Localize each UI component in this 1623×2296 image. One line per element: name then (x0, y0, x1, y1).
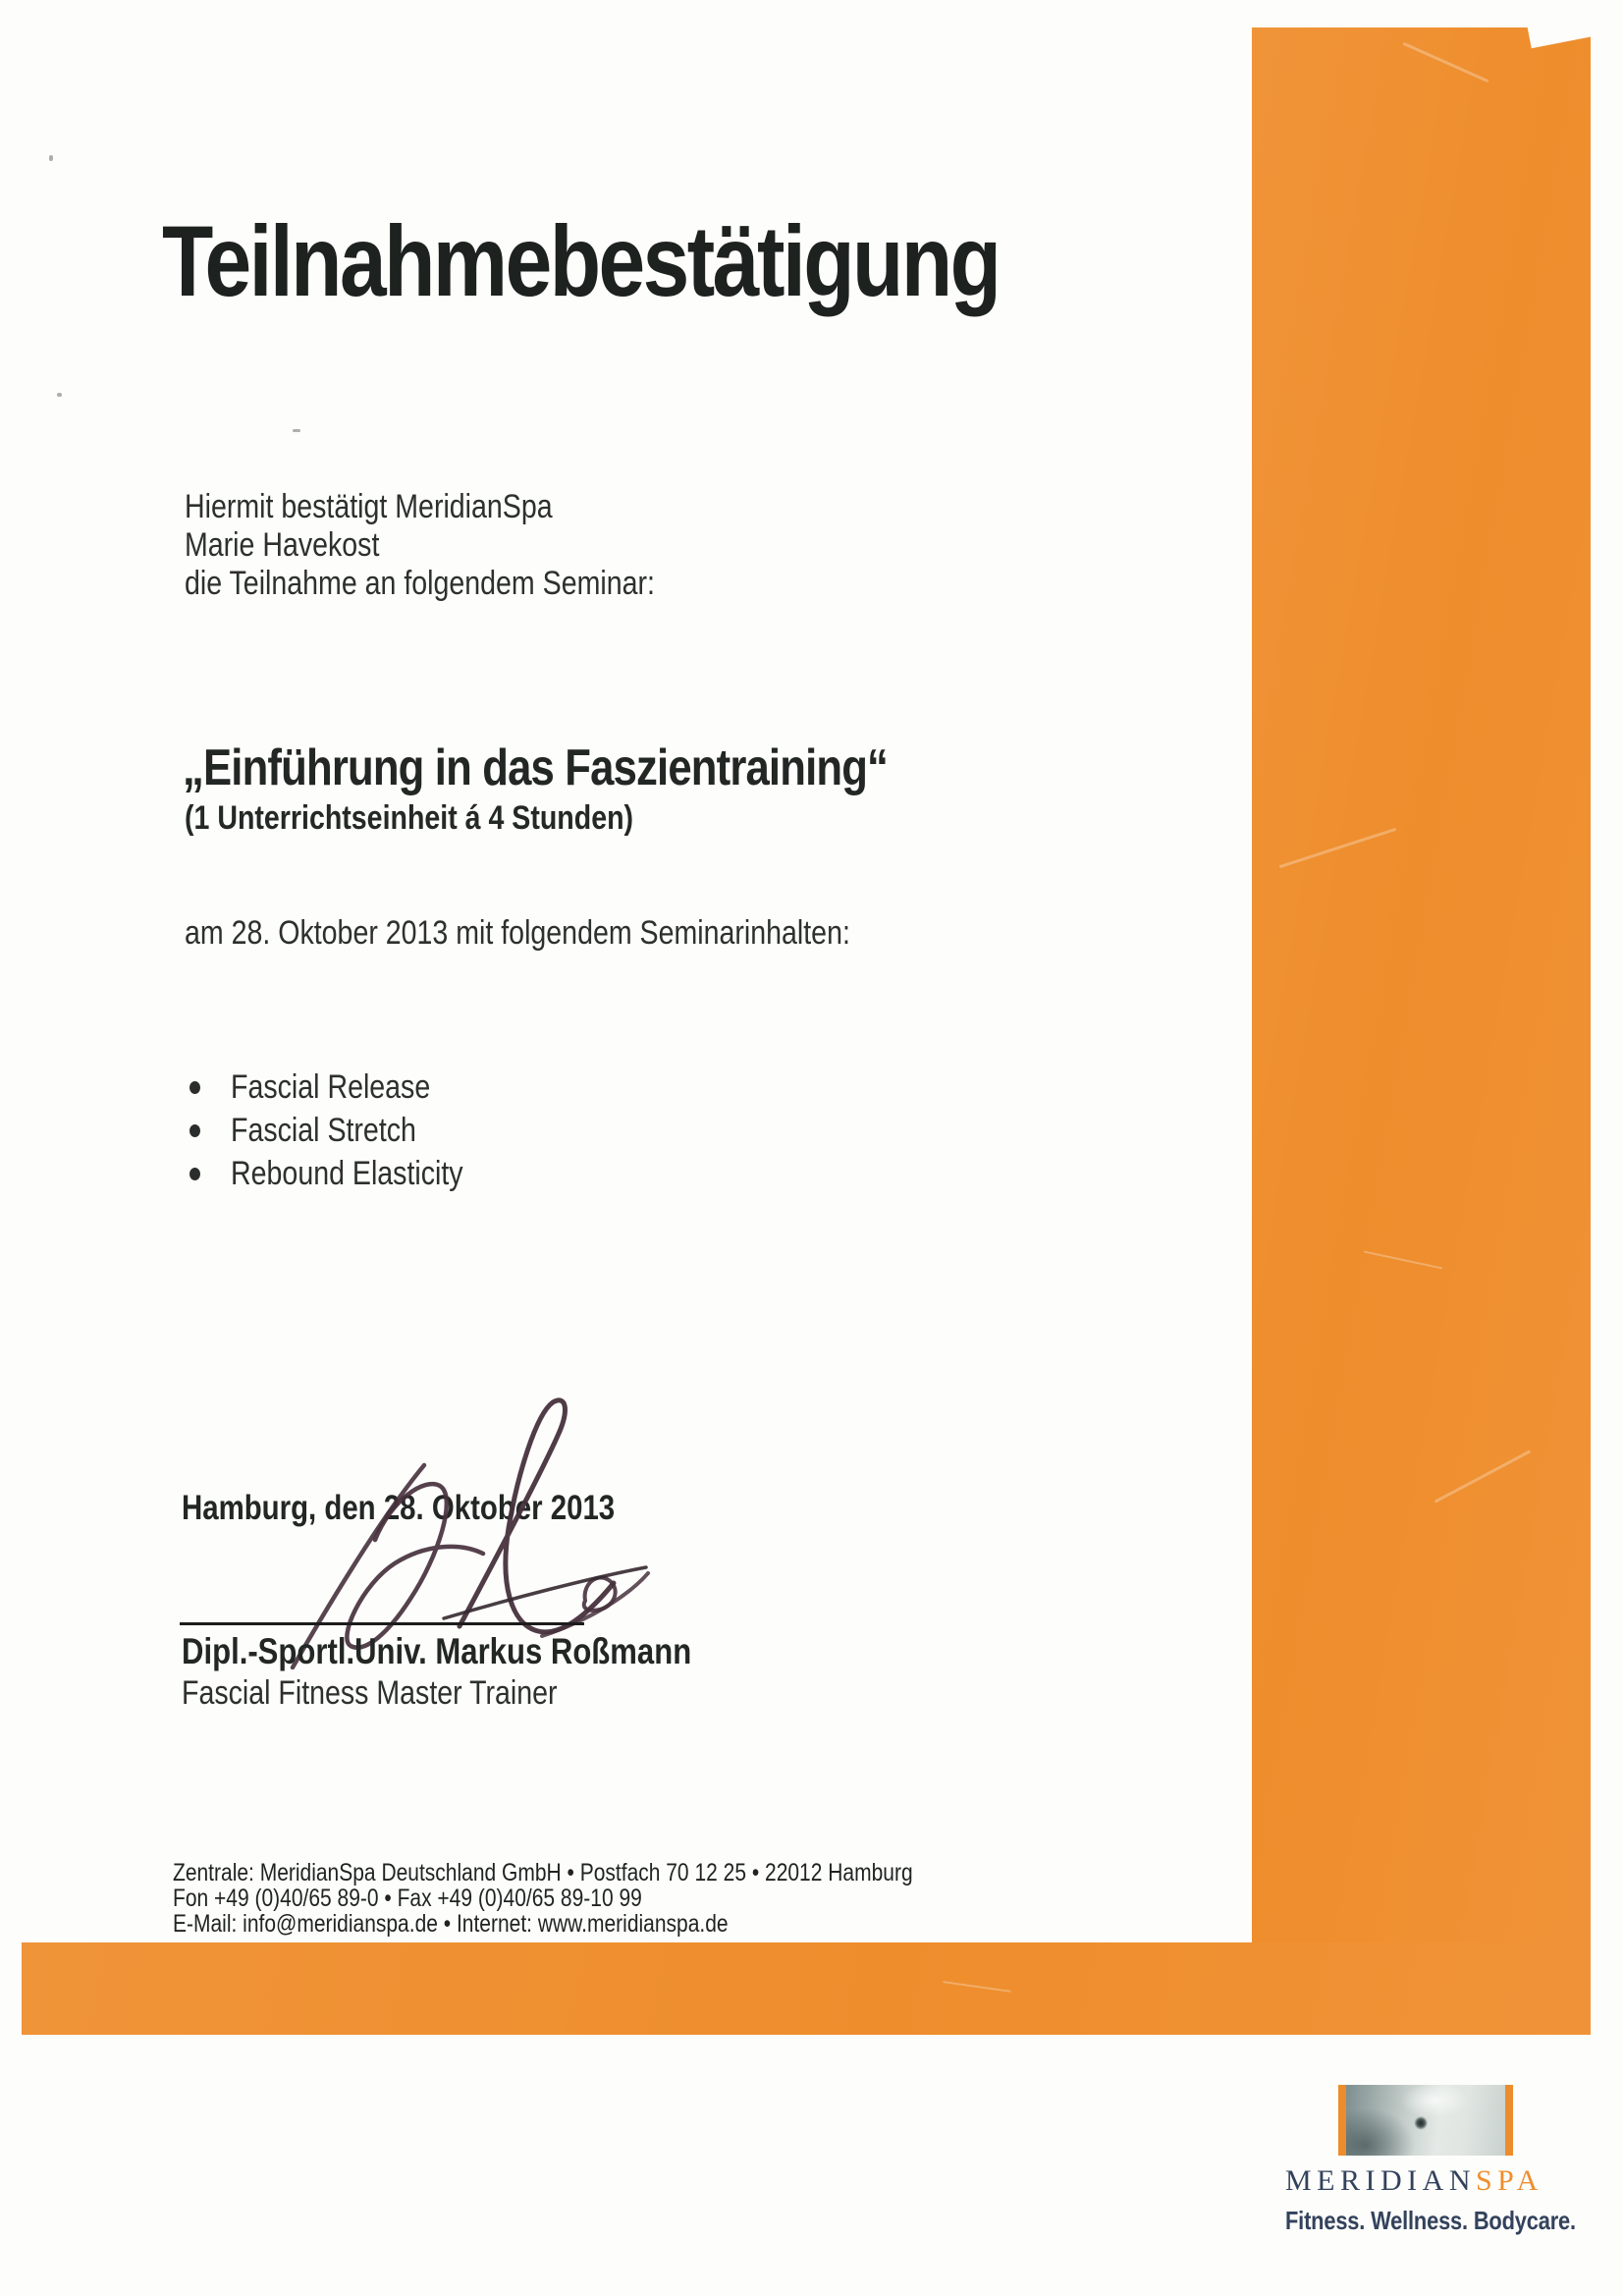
footer-contact-block (173, 1860, 913, 1937)
list-item (185, 1109, 463, 1152)
page-title: Teilnahmebestätigung (162, 205, 1000, 317)
logo-orange-bar-left (1338, 2085, 1346, 2156)
intro-line-3: die Teilnahme an folgendem Seminar: (185, 565, 655, 602)
list-item-label: Fascial Stretch (231, 1111, 416, 1149)
belly-image (1346, 2085, 1505, 2156)
intro-line-1: Hiermit bestätigt MeridianSpa (185, 488, 553, 525)
seminar-title: „Einführung in das Faszientraining“ (183, 739, 889, 796)
signatory-role: Fascial Fitness Master Trainer (182, 1674, 558, 1712)
bullet-icon (189, 1081, 200, 1094)
logo-wordmark-spa: SPA (1476, 2164, 1543, 2197)
scan-speck (57, 393, 62, 397)
orange-band-vertical (1252, 27, 1591, 2035)
seminar-date-line: am 28. Oktober 2013 mit folgendem Seminarinhalten: (185, 914, 850, 952)
logo-orange-bar-right (1505, 2085, 1513, 2156)
logo-belly-photo (1338, 2085, 1513, 2156)
scan-speck (293, 429, 300, 432)
intro-line-2: Marie Havekost (185, 526, 380, 564)
logo-wordmark (1285, 2164, 1543, 2198)
place-date-line: Hamburg, den 28. Oktober 2013 (182, 1489, 616, 1527)
footer-line-address: Zentrale: MeridianSpa Deutschland GmbH • Postfach 70 12 25 • 22012 Hamburg (173, 1859, 913, 1886)
signature-rule (180, 1622, 584, 1625)
list-item-label: Rebound Elasticity (231, 1154, 463, 1192)
list-item (185, 1066, 463, 1109)
scan-speck (49, 155, 53, 161)
intro-paragraph (185, 488, 655, 603)
footer-line-phone: Fon +49 (0)40/65 89-0 • Fax +49 (0)40/65 89-10 99 (173, 1885, 642, 1912)
list-item-label: Fascial Release (231, 1067, 431, 1106)
footer-line-email: E-Mail: info@meridianspa.de • Internet: www.meridianspa.de (173, 1910, 729, 1938)
seminar-content-list (185, 1066, 463, 1195)
bullet-icon (189, 1168, 200, 1180)
bullet-icon (189, 1124, 200, 1137)
list-item (185, 1152, 463, 1195)
logo-wordmark-meridian: MERIDIAN (1285, 2164, 1476, 2197)
logo-tagline: Fitness. Wellness. Bodycare. (1285, 2206, 1576, 2235)
signatory-name: Dipl.-Sportl.Univ. Markus Roßmann (182, 1631, 692, 1671)
seminar-subtitle: (1 Unterrichtseinheit á 4 Stunden) (185, 799, 634, 837)
orange-band-bottom (22, 1942, 1591, 2035)
